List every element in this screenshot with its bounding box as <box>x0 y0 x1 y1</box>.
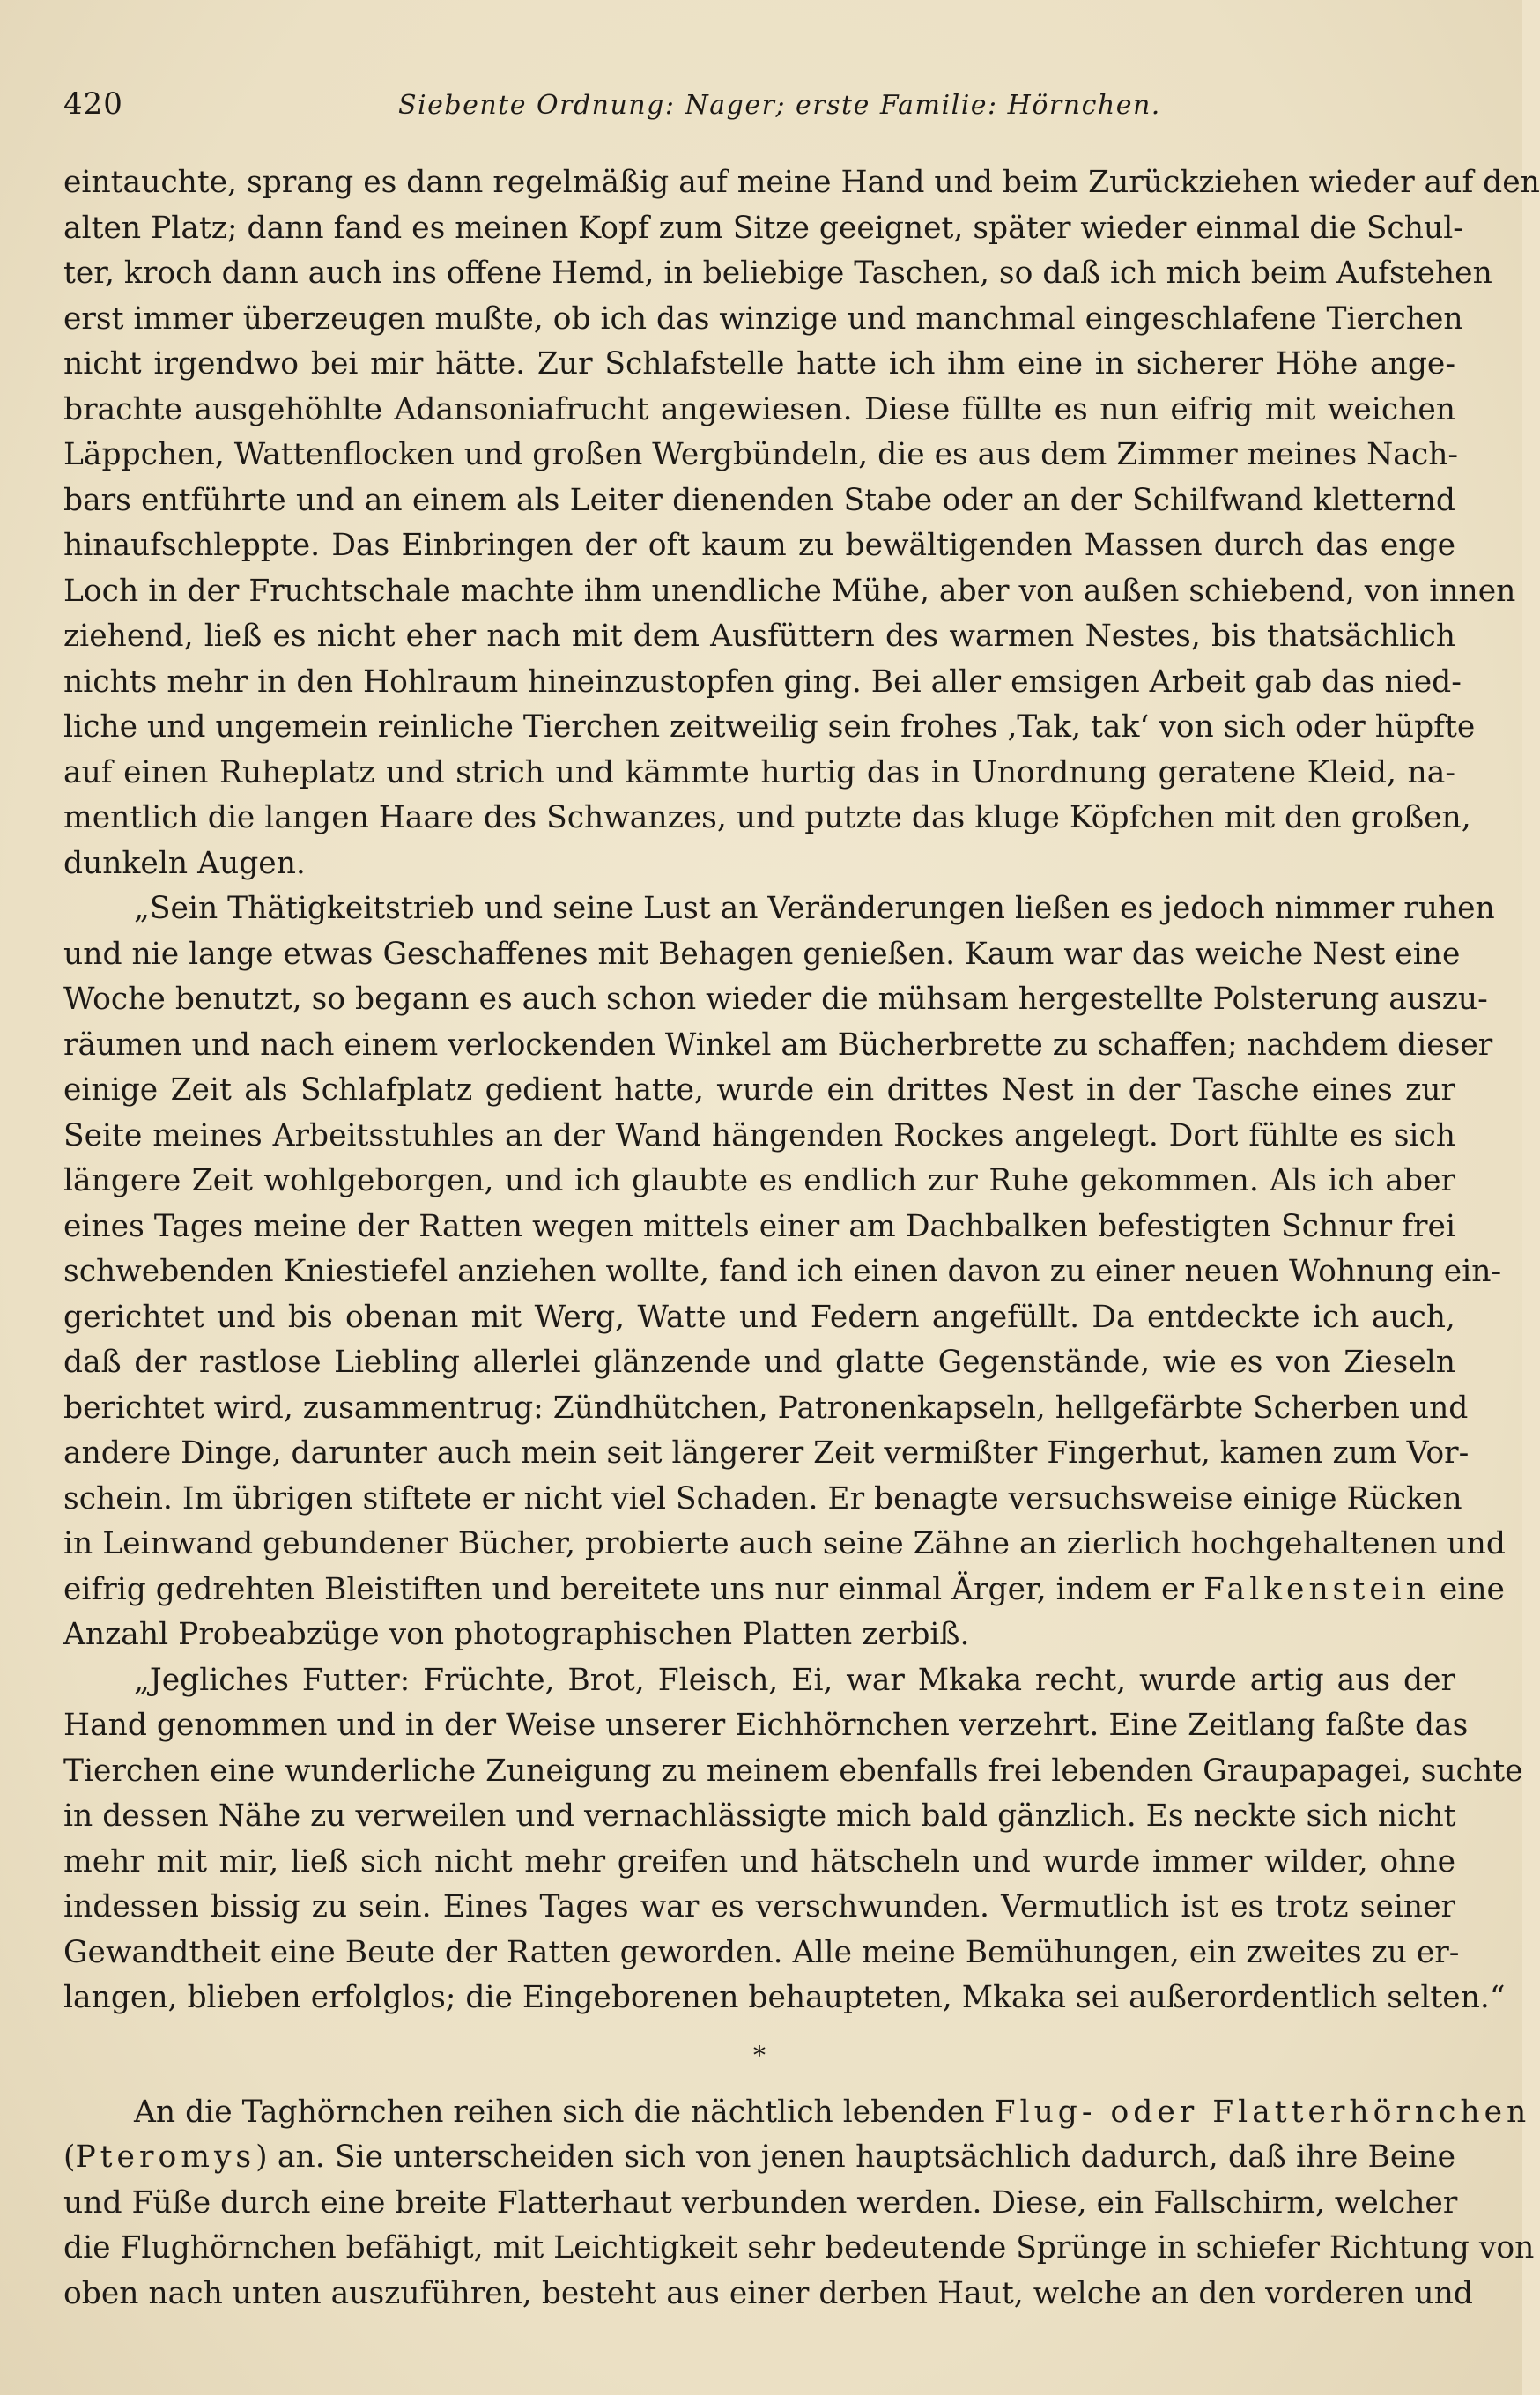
section-separator: * <box>753 2040 766 2070</box>
text-line: nichts mehr in den Hohlraum hineinzustopfen ging. Bei aller emsigen Arbeit gab das nied- <box>63 664 1462 700</box>
text-line: in dessen Nähe zu verweilen und vernachlässigte mich bald gänzlich. Es neckte sich nicht <box>63 1798 1456 1834</box>
text-line: längere Zeit wohlgeborgen, und ich glaubte es endlich zur Ruhe gekommen. Als ich aber <box>63 1163 1455 1198</box>
text-line: hinaufschleppte. Das Einbringen der oft kaum zu bewältigenden Massen durch das enge <box>63 528 1455 563</box>
text-line: Seite meines Arbeitsstuhles an der Wand hängenden Rockes angelegt. Dort fühlte es sich <box>63 1117 1455 1153</box>
text-line: Läppchen, Wattenflocken und großen Wergbündeln, die es aus dem Zimmer meines Nach- <box>63 437 1459 472</box>
body-text <box>63 160 1540 2317</box>
text-line: mehr mit mir, ließ sich nicht mehr greifen und hätscheln und wurde immer wilder, ohne <box>63 1843 1455 1880</box>
text-line: indessen bissig zu sein. Eines Tages war es verschwunden. Vermutlich ist es trotz seiner <box>63 1889 1455 1924</box>
text-line: schwebenden Kniestiefel anziehen wollte, fand ich einen davon zu einer neuen Wohnung ein- <box>63 1254 1502 1289</box>
text-line: Tierchen eine wunderliche Zuneigung zu meinem ebenfalls frei lebenden Graupapagei, suchte <box>63 1753 1523 1789</box>
text-line: mentlich die langen Haare des Schwanzes, und putzte das kluge Köpfchen mit den großen, <box>63 800 1471 835</box>
text-line: nicht irgendwo bei mir hätte. Zur Schlafstelle hatte ich ihm eine in sicherer Höhe ange- <box>63 346 1455 382</box>
text-line: bars entführte und an einem als Leiter dienenden Stabe oder an der Schilfwand kletternd <box>63 482 1455 518</box>
text-line: ter, kroch dann auch ins offene Hemd, in beliebige Taschen, so daß ich mich beim Aufstehen <box>63 256 1492 291</box>
text-line: Woche benutzt, so begann es auch schon wieder die mühsam hergestellte Polsterung auszu- <box>63 982 1488 1017</box>
text-line: Loch in der Fruchtschale machte ihm unendliche Mühe, aber von außen schiebend, von innen <box>63 573 1516 609</box>
text-line: einige Zeit als Schlafplatz gedient hatte, wurde ein drittes Nest in der Tasche eines zur <box>63 1072 1455 1108</box>
text-line: andere Dinge, darunter auch mein seit längerer Zeit vermißter Fingerhut, kamen zum Vor- <box>63 1435 1470 1471</box>
running-head <box>63 86 1455 130</box>
text-line: dunkeln Augen. <box>63 845 306 881</box>
text-line: alten Platz; dann fand es meinen Kopf zum Sitze geeignet, später wieder einmal die Schul- <box>63 210 1463 246</box>
text-line: eines Tages meine der Ratten wegen mittels einer am Dachbalken befestigten Schnur frei <box>63 1208 1455 1244</box>
text-line: die Flughörnchen befähigt, mit Leichtigkeit sehr bedeutende Sprünge in schiefer Richtung von <box>63 2230 1535 2265</box>
text-line: Gewandtheit eine Beute der Ratten geworden. Alle meine Bemühungen, ein zweites zu er- <box>63 1934 1460 1970</box>
text-line: „Sein Thätigkeitstrieb und seine Lust an Veränderungen ließen es jedoch nimmer ruhen <box>134 891 1495 926</box>
text-line: „Jegliches Futter: Früchte, Brot, Fleisch, Ei, war Mkaka recht, wurde artig aus der <box>134 1662 1455 1698</box>
text-line: berichtet wird, zusammentrug: Zündhütchen, Patronenkapseln, hellgefärbte Scherben und <box>63 1390 1469 1426</box>
text-line: eifrig gedrehten Bleistiften und bereitete uns nur einmal Ärger, indem er Falkenstein eine <box>63 1571 1505 1607</box>
text-line: schein. Im übrigen stiftete er nicht viel Schaden. Er benagte versuchsweise einige Rücken <box>63 1480 1462 1516</box>
text-line: auf einen Ruheplatz und strich und kämmte hurtig das in Unordnung geratene Kleid, na- <box>63 754 1455 790</box>
spaced-term: Pteromys <box>75 2139 256 2175</box>
text-line: langen, blieben erfolglos; die Eingeborenen behaupteten, Mkaka sei außerordentlich selten.“ <box>63 1980 1506 2015</box>
text-line: Anzahl Probeabzüge von photographischen Platten zerbiß. <box>63 1617 970 1652</box>
text-line: eintauchte, sprang es dann regelmäßig auf meine Hand und beim Zurückziehen wieder auf den <box>63 165 1540 200</box>
text-line: ziehend, ließ es nicht eher nach mit dem Ausfüttern des warmen Nestes, bis thatsächlich <box>63 619 1455 654</box>
text-line: daß der rastlose Liebling allerlei glänzende und glatte Gegenstände, wie es von Zieseln <box>63 1345 1455 1380</box>
text-line: in Leinwand gebundener Bücher, probierte auch seine Zähne an zierlich hochgehaltenen und <box>63 1526 1506 1561</box>
text-line: räumen und nach einem verlockenden Winkel am Bücherbrette zu schaffen; nachdem dieser <box>63 1027 1493 1063</box>
page-number: 420 <box>63 86 123 122</box>
text-line: brachte ausgehöhlte Adansoniafrucht angewiesen. Diese füllte es nun eifrig mit weichen <box>63 391 1455 427</box>
text-line: erst immer überzeugen mußte, ob ich das winzige und manchmal eingeschlafene Tierchen <box>63 300 1463 337</box>
text-line: liche und ungemein reinliche Tierchen zeitweilig sein frohes ‚Tak, tak‘ von sich oder hüpfte <box>63 709 1476 745</box>
text-line: und nie lange etwas Geschaffenes mit Behagen genießen. Kaum war das weiche Nest eine <box>63 936 1461 972</box>
text-line: (Pteromys) an. Sie unterscheiden sich von jenen hauptsächlich dadurch, daß ihre Beine <box>63 2139 1455 2175</box>
text-line: oben nach unten auszuführen, besteht aus einer derben Haut, welche an den vorderen und <box>63 2275 1473 2311</box>
text-line: gerichtet und bis obenan mit Werg, Watte und Federn angefüllt. Da entdeckte ich auch, <box>63 1299 1455 1335</box>
spaced-term: Falkenstein <box>1203 1571 1430 1607</box>
running-title: Siebente Ordnung: Nager; erste Familie: Hörnchen. <box>398 90 1161 121</box>
spaced-term: Flug- oder Flatterhörnchen <box>994 2094 1531 2130</box>
text-line: Hand genommen und in der Weise unserer Eichhörnchen verzehrt. Eine Zeitlang faßte das <box>63 1708 1469 1743</box>
text-line: An die Taghörnchen reihen sich die nächtlich lebenden Flug- oder Flatterhörnchen <box>134 2094 1531 2130</box>
text-line: und Füße durch eine breite Flatterhaut verbunden werden. Diese, ein Fallschirm, welcher <box>63 2184 1458 2221</box>
